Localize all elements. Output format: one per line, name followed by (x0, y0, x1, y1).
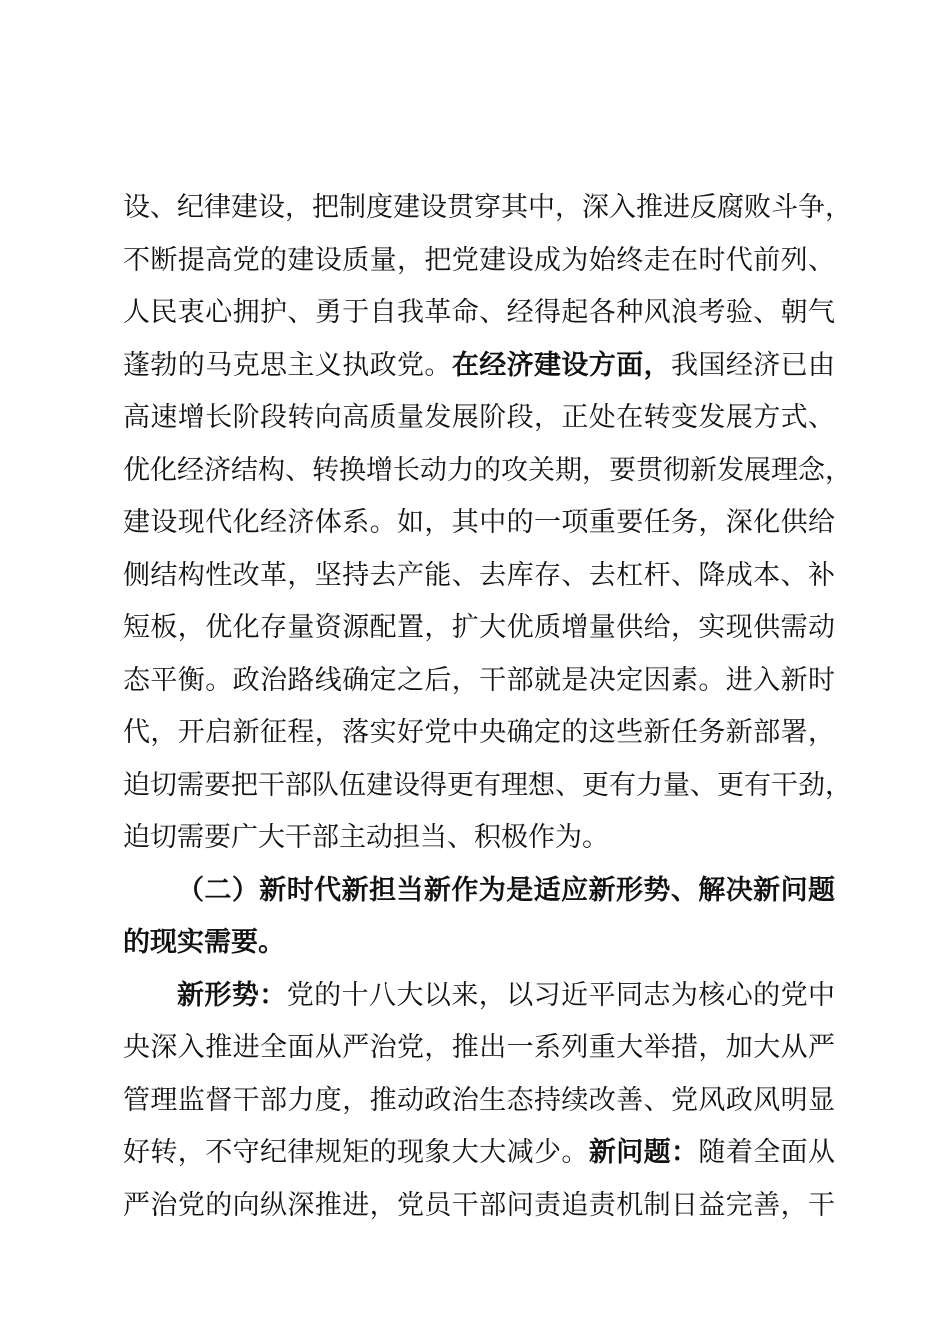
text-line: 迫切需要广大干部主动担当、积极作为。 (123, 822, 609, 853)
text-run: 好转，不守纪律规矩的现象大大减少。 (123, 1137, 589, 1168)
text-run: 我国经济已由 (671, 349, 836, 381)
text-line (123, 970, 835, 1023)
text-line: 优化经济结构、转换增长动力的攻关期，要贯彻新发展理念， (123, 454, 852, 486)
text-line: 迫切需要把干部队伍建设得更有理想、更有力量、更有干劲， (123, 769, 852, 801)
text-line (123, 340, 835, 393)
text-line: 高速增长阶段转向高质量发展阶段，正处在转变发展方式、 (123, 402, 835, 433)
text-run: 蓬勃的马克思主义执政党。 (123, 349, 452, 381)
text-line: 建设现代化经济体系。如，其中的一项重要任务，深化供给 (123, 507, 835, 538)
text-line: 人民衷心拥护、勇于自我革命、经得起各种风浪考验、朝气 (123, 297, 835, 328)
new-problem-keyword: 新问题： (588, 1137, 699, 1168)
text-line: 代，开启新征程，落实好党中央确定的这些新任务新部署， (123, 717, 835, 748)
text-run: 党的十八大以来，以习近平同志为核心的党中 (286, 979, 836, 1011)
section-heading: （二）新时代新担当新作为是适应新形势、解决新问题 (177, 874, 835, 906)
text-line (123, 1127, 835, 1180)
text-line: 侧结构性改革，坚持去产能、去库存、去杠杆、降成本、补 (123, 559, 835, 591)
text-line: 严治党的向纵深推进，党员干部问责追责机制日益完善，干 (123, 1189, 835, 1221)
new-situation-keyword: 新形势： (177, 979, 287, 1011)
document-body (123, 182, 852, 1232)
text-line: 短板，优化存量资源配置，扩大优质增量供给，实现供需动 (123, 612, 835, 643)
text-run: 随着全面从 (698, 1137, 836, 1168)
text-line: 管理监督干部力度，推动政治生态持续改善、党风政风明显 (123, 1084, 835, 1116)
text-line: 态平衡。政治路线确定之后，干部就是决定因素。进入新时 (123, 664, 835, 696)
economic-construction-keyword: 在经济建设方面， (451, 349, 672, 381)
text-line: 不断提高党的建设质量，把党建设成为始终走在时代前列、 (123, 244, 835, 276)
text-line: 央深入推进全面从严治党，推出一系列重大举措，加大从严 (123, 1032, 835, 1063)
text-line: 设、纪律建设，把制度建设贯穿其中，深入推进反腐败斗争， (123, 192, 852, 223)
section-heading: 的现实需要。 (123, 927, 285, 958)
